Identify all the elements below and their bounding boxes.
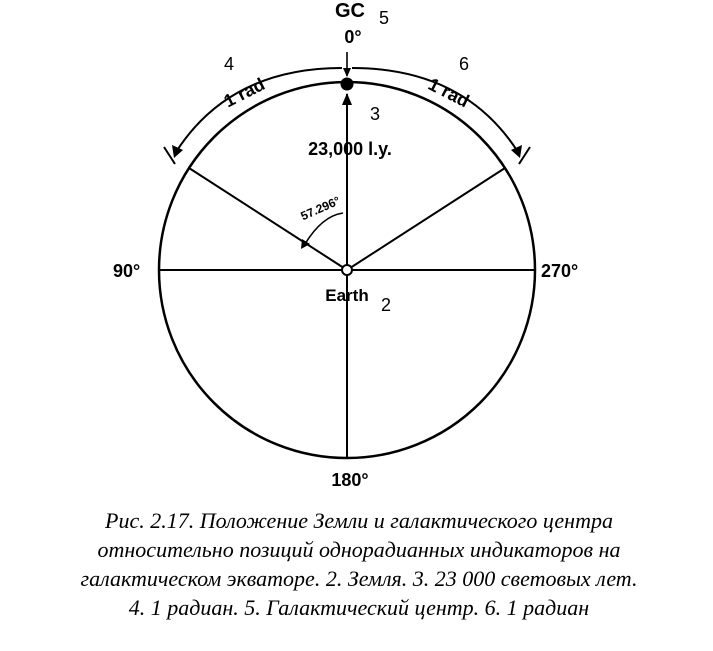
angle-90-label: 90° [113, 261, 141, 281]
galactic-center-dot [341, 78, 354, 91]
radian-arc-left-arrowhead [172, 145, 183, 158]
gc-label: GC [335, 0, 365, 22]
radian-label-left: 1 rad [220, 73, 268, 112]
angle-arc-arrowhead [301, 239, 310, 249]
earth-label: Earth [325, 286, 369, 305]
callout-3: 3 [370, 104, 381, 124]
distance-label: 23,000 l.y. [308, 139, 392, 159]
angle-180-label: 180° [331, 470, 369, 490]
caption-line-4: 4. 1 радиан. 5. Галактический центр. 6. 1 радиан [128, 595, 590, 620]
gc-marker-arrow-icon [343, 68, 351, 77]
caption-line-3: галактическом экваторе. 2. Земля. 3. 23 000 световых лет. [80, 566, 638, 591]
radian-label-right: 1 rad [425, 73, 473, 112]
callout-2: 2 [381, 295, 392, 315]
distance-arrow-head [342, 93, 352, 105]
callout-4: 4 [224, 54, 235, 74]
radian-radius-left [189, 168, 347, 270]
angle-0-label: 0° [344, 27, 362, 47]
caption-line-1: Рис. 2.17. Положение Земли и галактического центра [105, 508, 613, 533]
angle-270-label: 270° [541, 261, 579, 281]
callout-6: 6 [459, 54, 470, 74]
caption-line-2: относительно позиций однорадианных индикаторов на [97, 537, 621, 562]
earth-marker [342, 265, 352, 275]
figure-caption [14, 506, 704, 622]
radian-radius-right [347, 168, 505, 270]
angle-label: 57.296° [298, 193, 343, 224]
radian-arc-right-arrowhead [511, 145, 522, 158]
callout-5: 5 [379, 8, 390, 28]
